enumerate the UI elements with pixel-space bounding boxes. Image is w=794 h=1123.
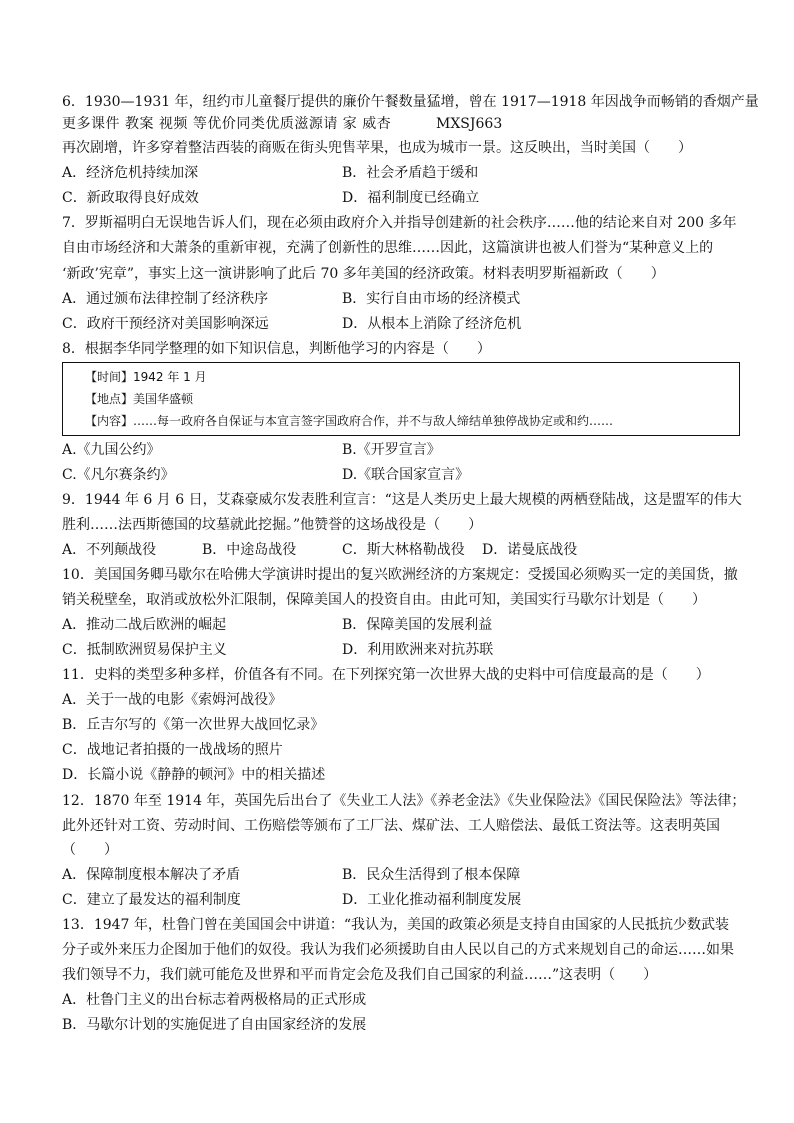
q6-stem-line1: 6．1930—1931 年，纽约市儿童餐厅提供的廉价午餐数量猛增，曾在 1917—1918 年因战争而畅销的香烟产量 [62,94,759,110]
q11-option-d: D．长篇小说《静静的顿河》中的相关描述 [62,767,326,783]
q8-option-c: C.《凡尔赛条约》 [62,467,175,483]
q8-option-d: D.《联合国家宣言》 [342,467,470,483]
q12-stem-line2: 此外还针对工资、劳动时间、工伤赔偿等颁布了工厂法、煤矿法、工人赔偿法、最低工资法等。这表明英国 [62,818,720,834]
q11-option-a: A．关于一战的电影《索姆河战役》 [62,692,283,708]
q12-option-a: A．保障制度根本解决了矛盾 [62,867,241,883]
q9-option-c: C．斯大林格勒战役 [342,542,465,558]
q6-option-a: A．经济危机持续加深 [62,165,199,181]
q13-option-a: A．杜鲁门主义的出台标志着两极格局的正式形成 [62,992,367,1008]
q11-option-c: C．战地记者拍摄的一战战场的照片 [62,742,283,758]
watermark-ad-text: 更多课件 教案 视频 等优价同类优质滋源请 家 威杏 [62,116,392,132]
q9-option-d: D．诺曼底战役 [482,542,578,558]
q10-option-a: A．推动二战后欧洲的崛起 [62,617,227,633]
q8-box-content: 【内容】……每一政府各自保证与本宣言签字国政府合作，并不与敌人缔结单独停战协定或和约…… [85,414,614,428]
q7-option-a: A．通过颁布法律控制了经济秩序 [62,291,269,307]
q7-option-c: C．政府干预经济对美国影响深远 [62,316,269,332]
q13-stem-line3: 我们领导不力，我们就可能危及世界和平而肯定会危及我们自己国家的利益……”这表明（ ） [62,967,658,983]
q12-option-c: C．建立了最发达的福利制度 [62,892,241,908]
q12-option-b: B．民众生活得到了根本保障 [342,867,521,883]
q7-stem-line2: 自由市场经济和大萧条的重新审视，充满了创新性的思维……因此，这篇演讲也被人们誉为“某种意义上的 [62,240,714,256]
q8-option-a: A.《九国公约》 [62,442,161,458]
q11-option-b: B．丘吉尔写的《第一次世界大战回忆录》 [62,717,325,733]
q13-stem-line2: 分子或外来压力企图加于他们的奴役。我认为我们必须援助自由人民以自己的方式来规划自己的命运……如果 [62,942,734,958]
q8-option-b: B.《开罗宣言》 [342,442,441,458]
q12-stem-line3: （ ） [62,842,118,858]
q12-stem-line1: 12．1870 年至 1914 年，英国先后出台了《失业工人法》《养老金法》《失业保险法》《国民保险法》等法律； [62,793,746,809]
q8-box-time: 【时间】1942 年 1 月 [85,370,207,384]
q9-stem-line2: 胜利……法西斯德国的坟墓就此挖掘。”他赞誉的这场战役是（ ） [62,517,483,533]
q13-option-b: B．马歇尔计划的实施促进了自由国家经济的发展 [62,1017,367,1033]
q6-stem-line2: 再次剧增，许多穿着整洁西装的商贩在街头兜售苹果，也成为城市一景。这反映出，当时美国（ ） [62,140,692,156]
q6-option-c: C．新政取得良好成效 [62,190,199,206]
q10-stem-line1: 10．美国国务卿马歇尔在哈佛大学演讲时提出的复兴欧洲经济的方案规定：受援国必须购买一定的美国货，撤 [62,567,738,583]
q6-option-d: D．福利制度已经确立 [342,190,480,206]
q10-option-c: C．抵制欧洲贸易保护主义 [62,642,227,658]
q7-stem-line3: ‘新政’宪章”，事实上这一演讲影响了此后 70 多年美国的经济政策。材料表明罗斯福新政（ ） [62,266,665,282]
q13-stem-line1: 13．1947 年，杜鲁门曾在美国国会中讲道：“我认为，美国的政策必须是支持自由国家的人民抵抗少数武装 [62,917,730,933]
q9-option-b: B．中途岛战役 [202,542,297,558]
q10-stem-line2: 销关税壁垒，取消或放松外汇限制，保障美国人的投资自由。由此可知，美国实行马歇尔计划是（ ） [62,592,706,608]
q8-box-place: 【地点】美国华盛顿 [85,392,194,406]
q12-option-d: D．工业化推动福利制度发展 [342,892,522,908]
q8-info-box [62,362,740,436]
q11-stem-line1: 11．史料的类型多种多样，价值各有不同。在下列探究第一次世界大战的史料中可信度最高的是（ ） [62,667,710,683]
q7-stem-line1: 7．罗斯福明白无误地告诉人们，现在必须由政府介入并指导创建新的社会秩序……他的结论来自对 200 多年 [62,215,737,231]
q7-option-b: B．实行自由市场的经济模式 [342,291,521,307]
q8-stem-line1: 8．根据李华同学整理的如下知识信息，判断他学习的内容是（ ） [62,341,491,357]
q9-stem-line1: 9．1944 年 6 月 6 日，艾森豪威尔发表胜利宣言：“这是人类历史上最大规模的两栖登陆战，这是盟军的伟大 [62,492,742,508]
q9-option-a: A．不列颠战役 [62,542,157,558]
q7-option-d: D．从根本上消除了经济危机 [342,316,522,332]
q6-option-b: B．社会矛盾趋于缓和 [342,165,479,181]
watermark-ad-code: MXSJ663 [436,116,503,132]
q10-option-d: D．利用欧洲来对抗苏联 [342,642,494,658]
q10-option-b: B．保障美国的发展利益 [342,617,493,633]
